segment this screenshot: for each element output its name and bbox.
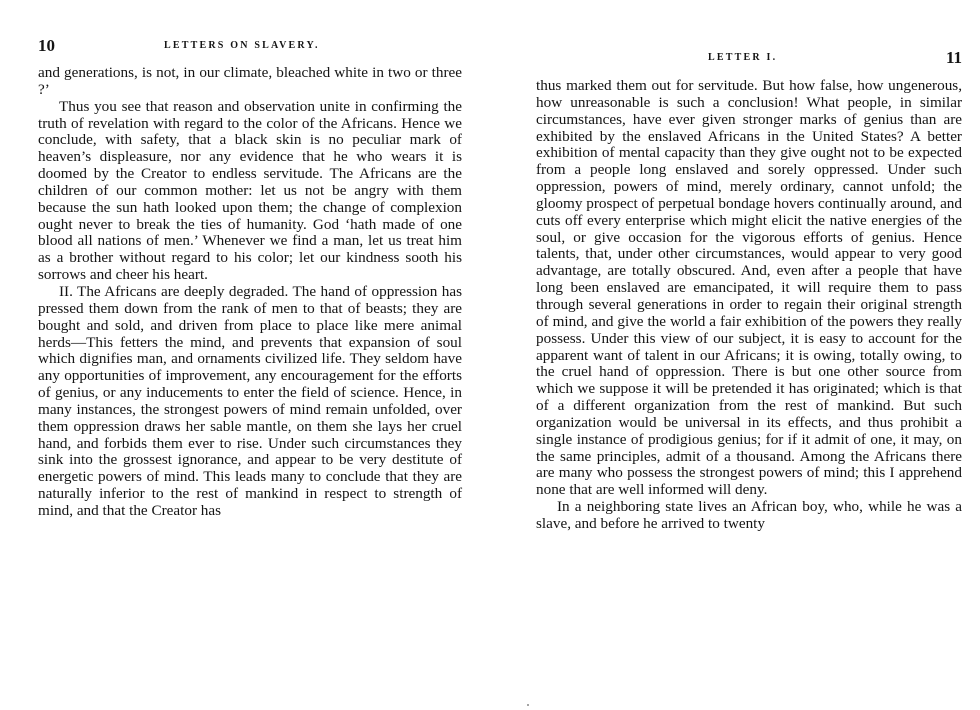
right-paragraph-2: In a neighboring state lives an African boy, who, while he was a slave, and before he arrived to twenty [536, 498, 962, 532]
left-page-number: 10 [38, 36, 55, 55]
right-page-number: 11 [945, 48, 962, 67]
right-running-title: LETTER I. [708, 52, 778, 63]
right-page-body [536, 78, 962, 533]
right-paragraph-1: thus marked them out for servitude. But how false, how ungenerous, how unreasonable is such a conclusion! What people, in similar circumstances, have ever given stronger marks of genius than are exhibited by the enslaved Africans in the United States? A better exhibition of mental capacity than they give ought not to be expected from a people long enslaved and sorely oppressed. Under such oppression, powers of mind, merely ordinary, cannot unfold; the gloomy prospect of perpetual bondage hovers continually around, and cuts off every enterprise which might elicit the native energies of the soul, or give occasion for the vigorous efforts of genius. Hence talents, that, under other circumstances, would appear to very good advantage, are totally obscured. And, even after a people that have long been enslaved are emancipated, it will require them to pass through several generations in order to regain their original strength of mind, and give the world a fair exhibition of the powers they really possess. Under this view of our subject, it is easy to account for the apparent want of talent in our Africans; it is owing, totally owing, to the cruel hand of oppression. There is but one other source from which we suppose it will be pretended it has originated; which is that of a different organization from the rest of mankind. But such organization would be universal in its effects, and thus prohibit a single instance of prodigious genius; for if it admit of one, it may, on the same principles, admit of a thousand. Among the Africans there are many who possess the strongest powers of mind; this I apprehend none that are well informed will deny. [536, 77, 962, 499]
right-page [490, 0, 980, 710]
left-page-body [38, 65, 462, 520]
left-paragraph-1: and generations, is not, in our climate, bleached white in two or three ?’ [38, 64, 462, 98]
ink-speck [527, 704, 529, 706]
left-paragraph-3: II. The Africans are deeply degraded. The hand of oppression has pressed them down from the rank of men to that of beasts; they are bought and sold, and driven from place to place like mere animal herds—This fetters the mind, and prevents that expansion of soul which dignifies man, and ornaments civilized life. They seldom have any opportunities of improvement, any encouragement for the efforts of genius, or any inducements to enter the field of science. Hence, in many instances, the strongest powers of mind remain unfolded, over them oppression draws her sable mantle, on them she lays her cruel hand, and forbids them ever to rise. Under such circumstances they sink into the grossest ignorance, and appear to be very destitute of energetic powers of mind. This leads many to conclude that they are naturally inferior to the rest of mankind in respect to strength of mind, and that the Creator has [38, 282, 462, 519]
left-running-title: LETTERS ON SLAVERY. [164, 40, 320, 51]
right-page-header [490, 48, 980, 70]
left-page-header [0, 36, 490, 58]
left-paragraph-2: Thus you see that reason and observation unite in confirming the truth of revelation with regard to the color of the Africans. Hence we conclude, with safety, that a black skin is no peculiar mark of heaven’s displeasure, nor any evidence that he who wears it is doomed by the Creator to endless servitude. The Africans are the children of our common mother: let us not be angry with them because the sun hath looked upon them; the change of complexion ought never to break the ties of humanity. God ‘hath made of one blood all nations of men.’ Whenever we find a man, let us treat him as a brother without regard to his color; let our kindness sooth his sorrows and cheer his heart. [38, 97, 462, 284]
